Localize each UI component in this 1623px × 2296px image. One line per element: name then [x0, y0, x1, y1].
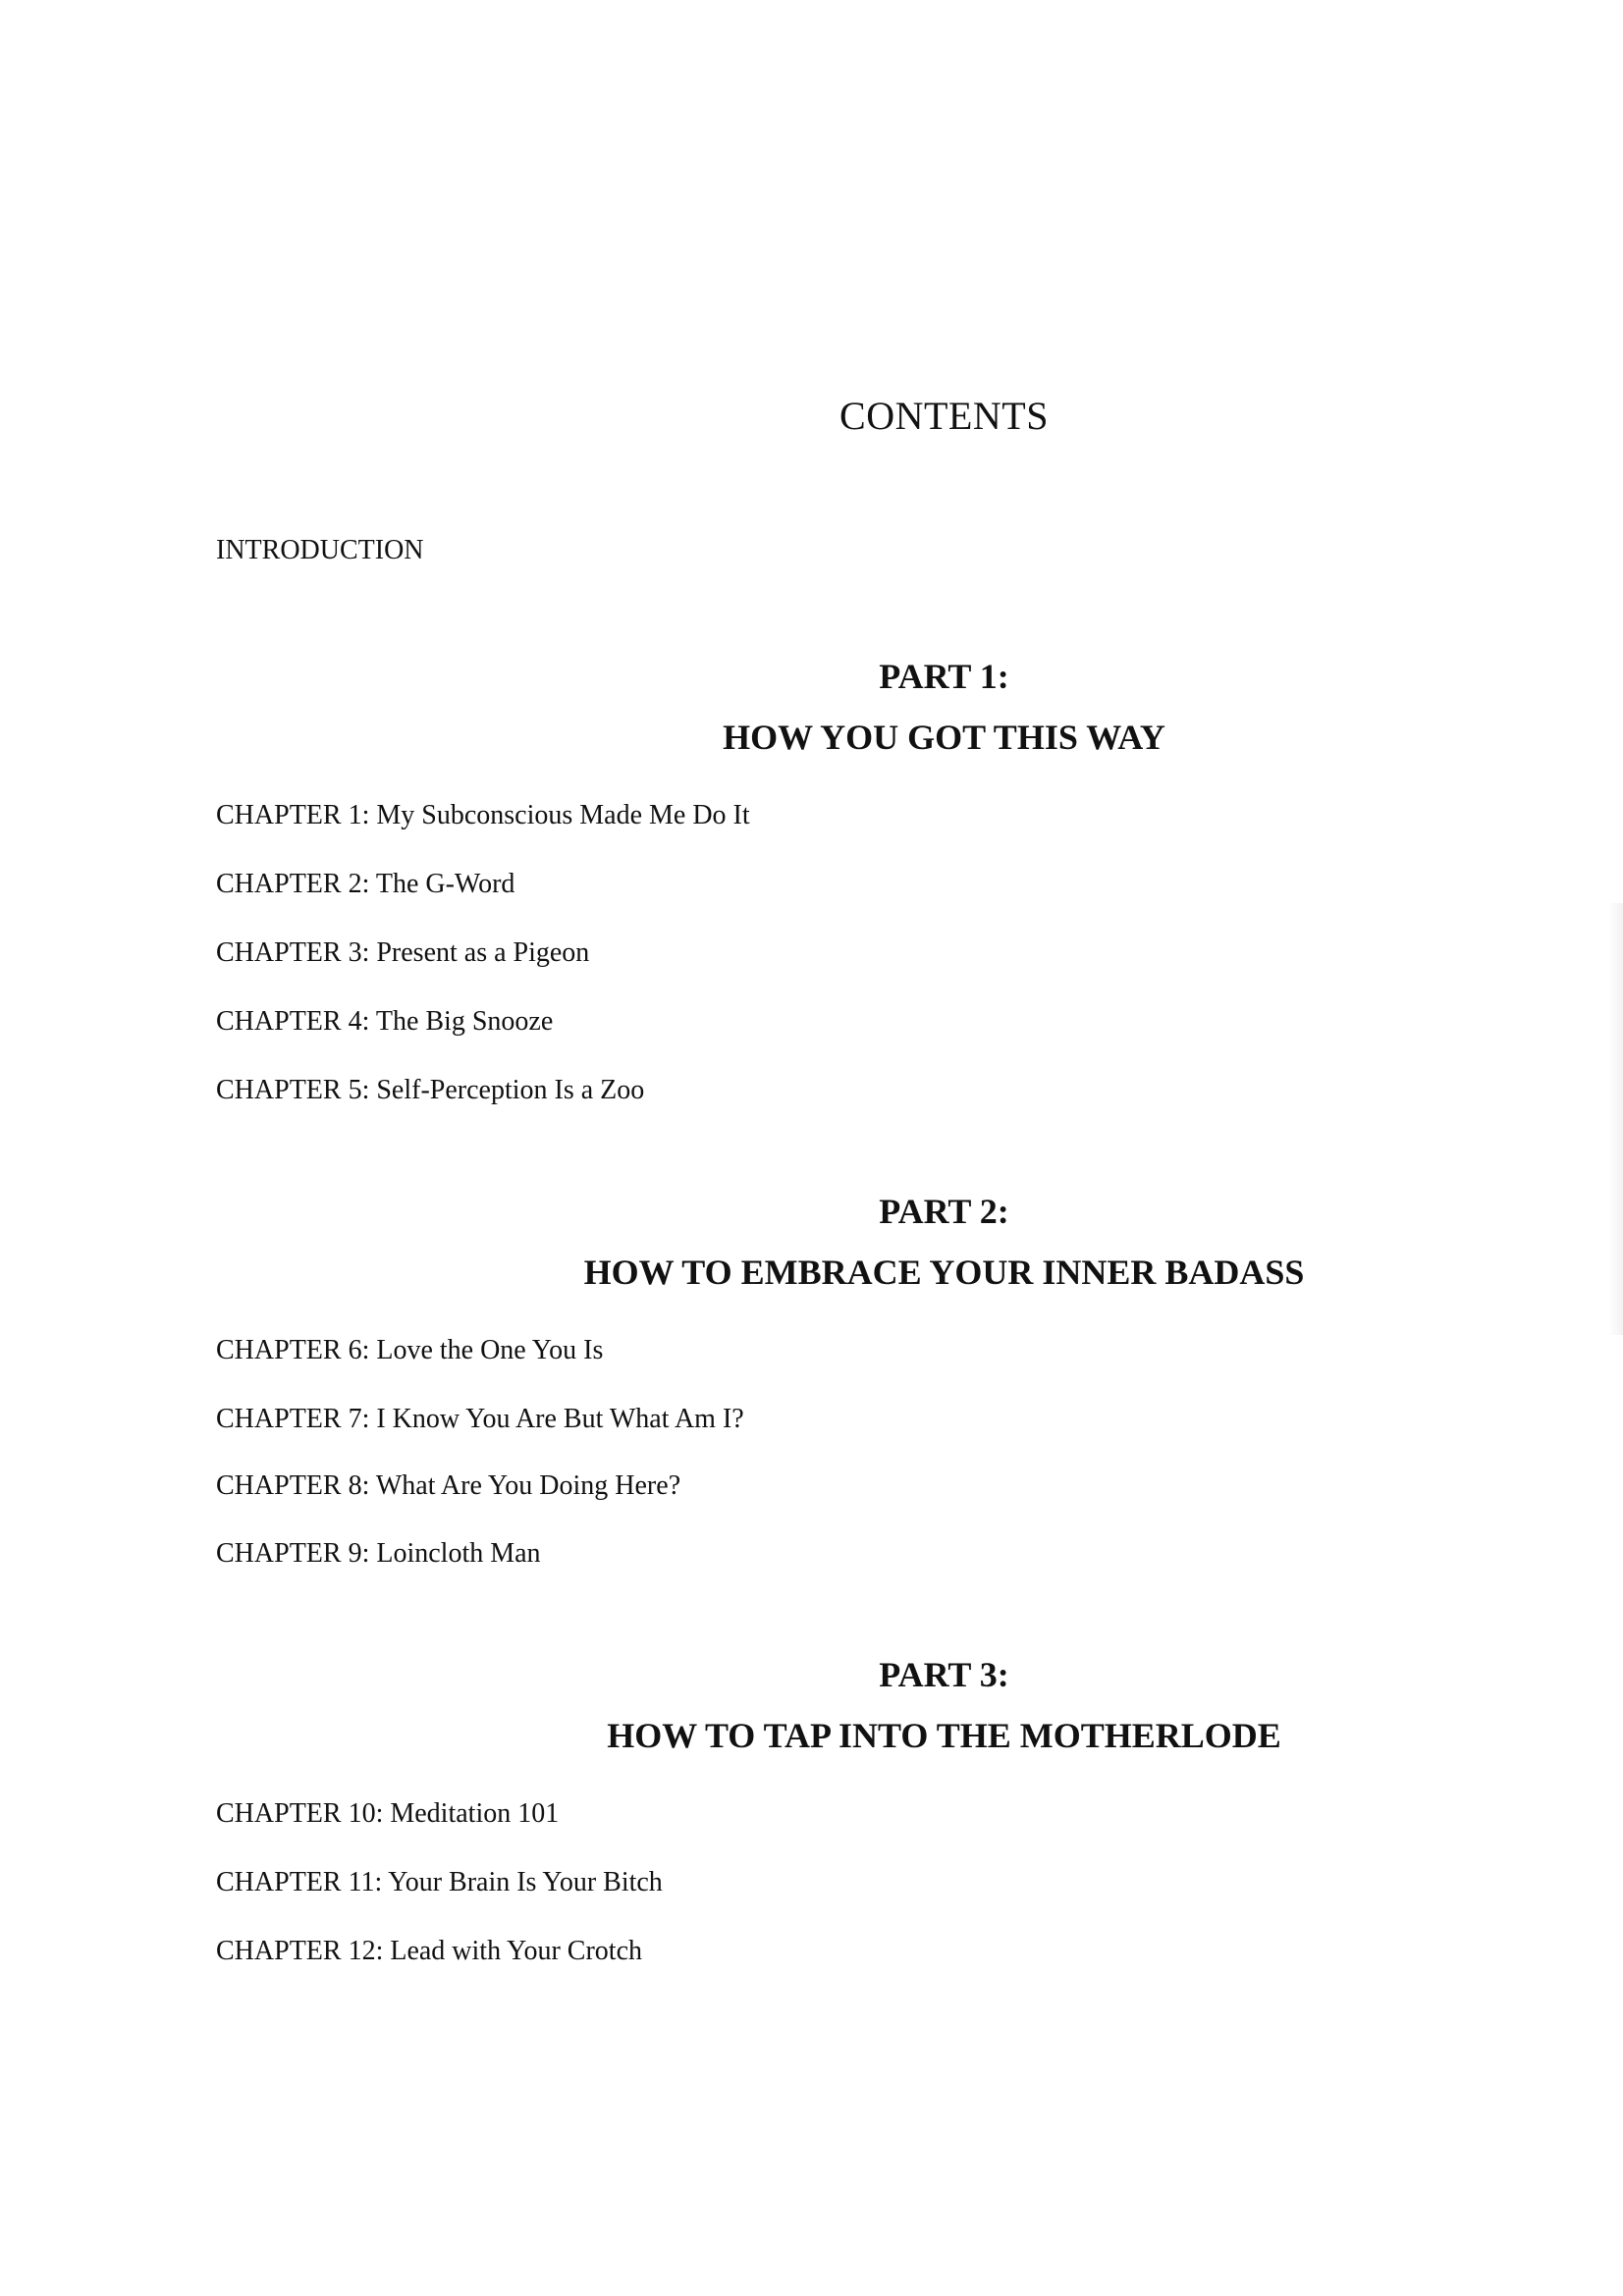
toc-entry-chapter-10[interactable]: CHAPTER 10: Meditation 101	[216, 1798, 560, 1829]
toc-entry-chapter-7[interactable]: CHAPTER 7: I Know You Are But What Am I?	[216, 1404, 744, 1434]
toc-entry-chapter-12[interactable]: CHAPTER 12: Lead with Your Crotch	[216, 1936, 642, 1966]
toc-entry-chapter-1[interactable]: CHAPTER 1: My Subconscious Made Me Do It	[216, 800, 750, 830]
toc-entry-chapter-5[interactable]: CHAPTER 5: Self-Perception Is a Zoo	[216, 1075, 645, 1105]
page-edge-shadow	[1609, 903, 1623, 1335]
toc-entry-chapter-8[interactable]: CHAPTER 8: What Are You Doing Here?	[216, 1470, 681, 1501]
toc-entry-chapter-2[interactable]: CHAPTER 2: The G-Word	[216, 869, 515, 899]
part-1-label: PART 1:	[879, 657, 1009, 696]
contents-title: CONTENTS	[839, 394, 1049, 438]
toc-entry-chapter-6[interactable]: CHAPTER 6: Love the One You Is	[216, 1335, 604, 1365]
toc-entry-chapter-9[interactable]: CHAPTER 9: Loincloth Man	[216, 1538, 541, 1569]
part-3-title: HOW TO TAP INTO THE MOTHERLODE	[607, 1716, 1281, 1755]
toc-entry-chapter-11[interactable]: CHAPTER 11: Your Brain Is Your Bitch	[216, 1867, 663, 1897]
part-2-title: HOW TO EMBRACE YOUR INNER BADASS	[583, 1253, 1305, 1292]
part-2-label: PART 2:	[879, 1192, 1009, 1231]
toc-entry-chapter-4[interactable]: CHAPTER 4: The Big Snooze	[216, 1006, 554, 1037]
part-3-label: PART 3:	[879, 1655, 1009, 1694]
toc-entry-chapter-3[interactable]: CHAPTER 3: Present as a Pigeon	[216, 937, 590, 968]
part-1-title: HOW YOU GOT THIS WAY	[723, 718, 1165, 757]
toc-entry-introduction[interactable]: INTRODUCTION	[216, 535, 424, 565]
